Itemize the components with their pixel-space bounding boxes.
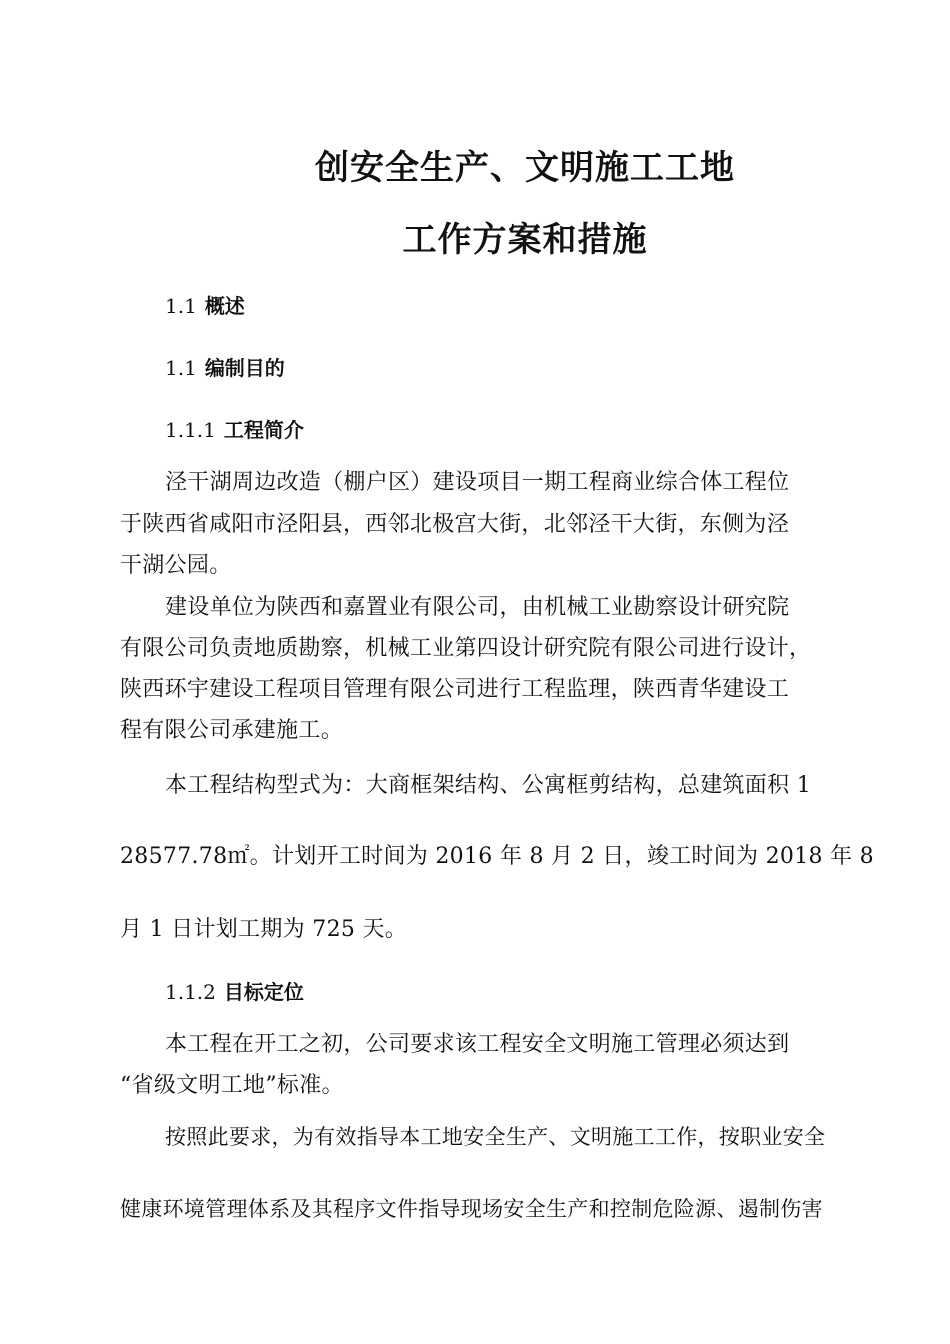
section-heading-project-intro (165, 414, 304, 443)
section-title: 目标定位 (223, 980, 304, 1004)
paragraph-line: 干湖公园。 (120, 553, 232, 578)
paragraph-line: 28577.78㎡。计划开工时间为 2016 年 8 月 2 日，竣工时间为 2018 年 8 (120, 844, 874, 869)
section-heading-overview (165, 290, 245, 319)
paragraph-line: 泾干湖周边改造（棚户区）建设项目一期工程商业综合体工程位 (165, 470, 790, 495)
paragraph-line: 建设单位为陕西和嘉置业有限公司，由机械工业勘察设计研究院 (165, 595, 790, 620)
paragraph-line: 健康环境管理体系及其程序文件指导现场安全生产和控制危险源、遏制伤害 (120, 1197, 823, 1221)
section-number: 1.1.1 (165, 418, 216, 442)
section-number: 1.1 (165, 294, 197, 318)
paragraph-line: 月 1 日计划工期为 725 天。 (120, 917, 408, 942)
paragraph-line: 陕西环宇建设工程项目管理有限公司进行工程监理，陕西青华建设工 (120, 677, 790, 702)
paragraph-line: 本工程结构型式为：大商框架结构、公寓框剪结构，总建筑面积 1 (165, 773, 811, 798)
paragraph-line: 本工程在开工之初，公司要求该工程安全文明施工管理必须达到 (165, 1032, 790, 1057)
section-heading-purpose (165, 352, 285, 381)
paragraph-line: 有限公司负责地质勘察，机械工业第四设计研究院有限公司进行设计， (120, 636, 812, 661)
section-title: 工程简介 (223, 418, 304, 442)
section-number: 1.1.2 (165, 980, 216, 1004)
paragraph-line: 程有限公司承建施工。 (120, 718, 344, 743)
paragraph-line: “省级文明工地”标准。 (120, 1073, 344, 1098)
document-title-line-2: 工作方案和措施 (402, 220, 648, 260)
section-title: 编制目的 (204, 356, 285, 380)
section-title: 概述 (204, 294, 245, 318)
section-heading-goal (165, 976, 304, 1005)
document-title-line-1: 创安全生产、文明施工工地 (315, 148, 735, 188)
paragraph-line: 于陕西省咸阳市泾阳县，西邻北极宫大街，北邻泾干大街，东侧为泾 (120, 512, 790, 537)
paragraph-line: 按照此要求，为有效指导本工地安全生产、文明施工工作，按职业安全 (165, 1125, 826, 1149)
section-number: 1.1 (165, 356, 197, 380)
